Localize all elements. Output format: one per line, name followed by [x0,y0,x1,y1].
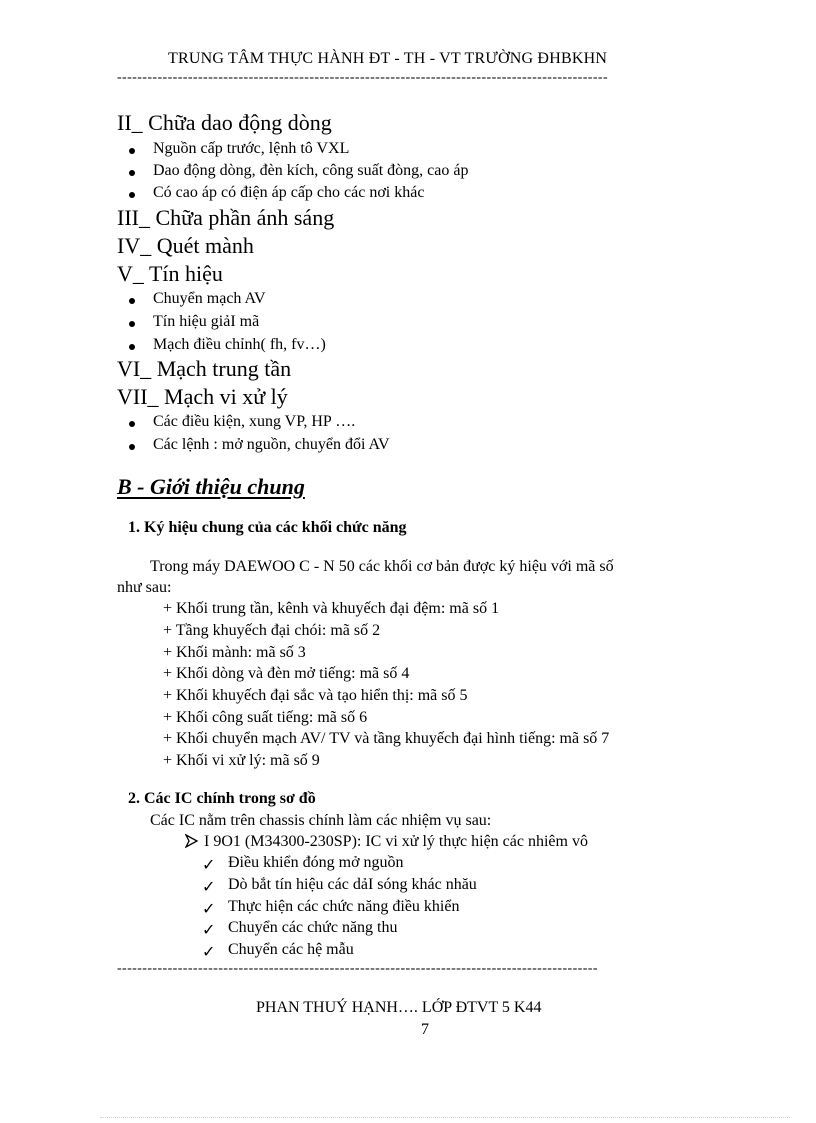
list-item: Chuyển mạch AV [153,290,266,307]
list-item: Nguồn cấp trước, lệnh tô VXL [153,140,350,157]
checkmark-icon: ✓ [202,922,216,939]
page-header: TRUNG TÂM THỰC HÀNH ĐT - TH - VT TRƯỜNG ĐHBKHN [168,50,608,67]
block-list-item: + Khối dòng và đèn mở tiếng: mã số 4 [163,665,410,682]
section-3-heading: III_ Chữa phần ánh sáng [117,205,335,230]
ic-main-text: I 9O1 (M34300-230SP): IC vi xử lý thực hiện các nhiêm vô [204,833,588,850]
arrow-bullet-icon [185,833,199,847]
block-list-item: + Khối công suất tiếng: mã số 6 [163,709,368,726]
list-item: Mạch điều chỉnh( fh, fv…) [153,336,326,353]
list-item: Các lệnh : mở nguồn, chuyển đổi AV [153,436,390,453]
page-footer: PHAN THUÝ HẠNH…. LỚP ĐTVT 5 K44 [256,999,542,1016]
ic-main-item [187,833,588,851]
section-5-heading: V_ Tín hiệu [117,261,223,286]
section-6-heading: VI_ Mạch trung tần [117,356,292,381]
block-list-item: + Khối chuyển mạch AV/ TV và tầng khuyếch đại hình tiếng: mã số 7 [163,730,610,747]
section-4-heading: IV_ Quét mành [117,233,254,258]
list-item: Có cao áp có điện áp cấp cho các nơi khác [153,184,425,201]
block-list-item: + Khối khuyếch đại sắc và tạo hiển thị: mã số 5 [163,687,468,704]
ic-task-item: ✓ Chuyển các chức năng thu [202,919,398,939]
section-7-heading: VII_ Mạch vi xử lý [117,384,288,409]
intro-paragraph-line: Trong máy DAEWOO C - N 50 các khối cơ bản được ký hiệu với mã số [150,558,614,575]
block-list-item: + Tầng khuyếch đại chói: mã số 2 [163,622,381,639]
intro-paragraph-line: như sau: [117,579,172,596]
checkmark-icon: ✓ [202,944,216,961]
section-2-heading: II_ Chữa dao động dòng [117,110,332,135]
ic-task-item: ✓ Thực hiện các chức năng điều khiển [202,898,460,918]
page-number: 7 [421,1021,429,1038]
header-rule: ------------------------------------------------------------------------------------------------- [117,70,609,85]
block-list-item: + Khối trung tần, kênh và khuyếch đại đệm: mã số 1 [163,600,500,617]
list-item: Tín hiệu giảI mã [153,313,260,330]
checkmark-icon: ✓ [202,879,216,896]
checkmark-icon: ✓ [202,857,216,874]
subsection-2-heading: 2. Các IC chính trong sơ đồ [128,790,316,807]
subsection-1-heading: 1. Ký hiệu chung của các khối chức năng [128,519,407,536]
checkmark-icon: ✓ [202,901,216,918]
footer-rule: ----------------------------------------------------------------------------------------------- [117,961,598,976]
list-item: Dao động dòng, đèn kích, công suất đòng, cao áp [153,162,469,179]
block-list-item: + Khối vi xử lý: mã số 9 [163,752,320,769]
ic-intro: Các IC nằm trên chassis chính làm các nhiệm vụ sau: [150,812,492,829]
block-list-item: + Khối mành: mã số 3 [163,644,306,661]
list-item: Các điều kiện, xung VP, HP …. [153,413,356,430]
part-b-title: B - Giới thiệu chung [117,474,305,499]
ic-task-item: ✓ Chuyển các hệ mẫu [202,941,354,961]
ic-task-item: ✓ Dò bắt tín hiệu các dảI sóng khác nhău [202,876,477,896]
ic-task-item: ✓ Điều khiển đóng mở nguồn [202,854,404,874]
page-bottom-border [100,1117,790,1119]
